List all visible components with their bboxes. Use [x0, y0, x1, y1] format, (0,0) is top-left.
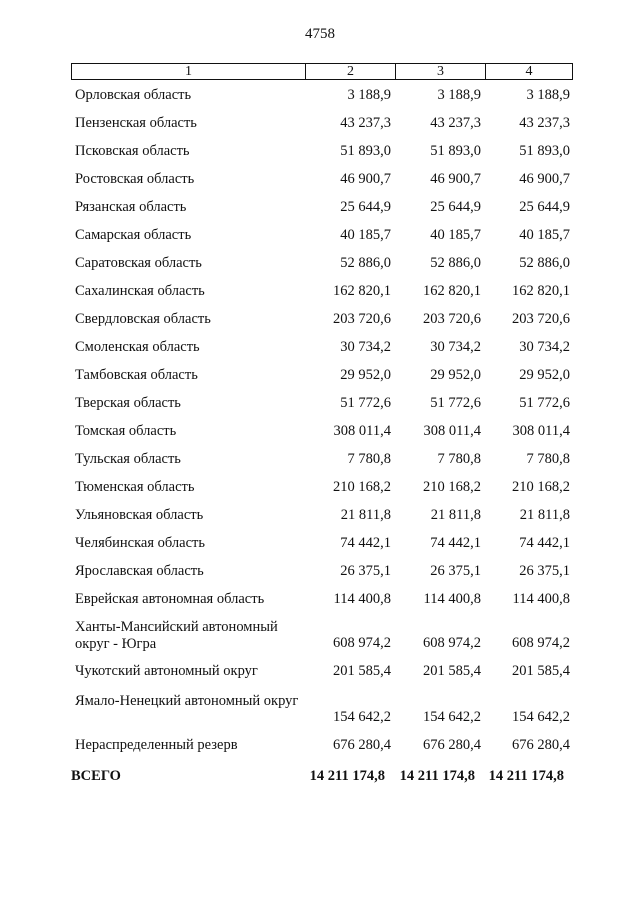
page-number: 4758	[305, 26, 335, 42]
value-col-2: 203 720,6	[333, 311, 391, 327]
value-col-2: 74 442,1	[340, 535, 391, 551]
value-col-3: 40 185,7	[430, 227, 481, 243]
total-label: ВСЕГО	[71, 768, 121, 784]
value-col-4: 21 811,8	[519, 507, 570, 523]
region-name: Рязанская область	[75, 199, 187, 215]
value-col-3: 25 644,9	[430, 199, 481, 215]
value-col-4: 162 820,1	[512, 283, 570, 299]
value-col-3: 52 886,0	[430, 255, 481, 271]
region-name: Саратовская область	[75, 255, 202, 271]
value-col-3: 51 772,6	[430, 395, 481, 411]
value-col-4: 46 900,7	[519, 171, 570, 187]
value-col-2: 7 780,8	[347, 451, 391, 467]
value-col-3: 51 893,0	[430, 143, 481, 159]
value-col-2: 51 893,0	[340, 143, 391, 159]
value-col-2: 46 900,7	[340, 171, 391, 187]
value-col-4: 29 952,0	[519, 367, 570, 383]
region-name: Орловская область	[75, 87, 192, 103]
region-name: Ханты-Мансийский автономный округ - Югра	[75, 619, 278, 652]
value-col-3: 21 811,8	[430, 507, 481, 523]
value-col-4: 74 442,1	[519, 535, 570, 551]
value-col-2: 308 011,4	[333, 423, 391, 439]
value-col-3: 608 974,2	[423, 635, 481, 651]
value-col-2: 162 820,1	[333, 283, 391, 299]
value-col-4: 52 886,0	[519, 255, 570, 271]
value-col-2: 3 188,9	[347, 87, 391, 103]
value-col-4: 7 780,8	[526, 451, 570, 467]
total-col-2: 14 211 174,8	[309, 768, 385, 784]
region-name: Тамбовская область	[75, 367, 198, 383]
value-col-2: 210 168,2	[333, 479, 391, 495]
region-name: Смоленская область	[75, 339, 200, 355]
value-col-3: 46 900,7	[430, 171, 481, 187]
header-col-3: 3	[395, 64, 485, 79]
region-name: Челябинская область	[75, 535, 205, 551]
value-col-2: 29 952,0	[340, 367, 391, 383]
value-col-4: 40 185,7	[519, 227, 570, 243]
value-col-3: 43 237,3	[430, 115, 481, 131]
header-col-2: 2	[305, 64, 395, 79]
value-col-2: 43 237,3	[340, 115, 391, 131]
value-col-4: 3 188,9	[526, 87, 570, 103]
value-col-4: 26 375,1	[519, 563, 570, 579]
value-col-2: 114 400,8	[333, 591, 391, 607]
value-col-3: 30 734,2	[430, 339, 481, 355]
region-name: Самарская область	[75, 227, 192, 243]
value-col-2: 51 772,6	[340, 395, 391, 411]
region-name: Тверская область	[75, 395, 181, 411]
value-col-4: 203 720,6	[512, 311, 570, 327]
region-name: Ульяновская область	[75, 507, 204, 523]
region-name: Тульская область	[75, 451, 181, 467]
value-col-4: 43 237,3	[519, 115, 570, 131]
value-col-3: 162 820,1	[423, 283, 481, 299]
value-col-2: 26 375,1	[340, 563, 391, 579]
region-name: Псковская область	[75, 143, 190, 159]
value-col-4: 210 168,2	[512, 479, 570, 495]
value-col-4: 308 011,4	[512, 423, 570, 439]
value-col-2: 25 644,9	[340, 199, 391, 215]
value-col-4: 676 280,4	[512, 737, 570, 753]
region-name: Сахалинская область	[75, 283, 205, 299]
value-col-2: 40 185,7	[340, 227, 391, 243]
region-name: Ярославская область	[75, 563, 204, 579]
header-col-1: 1	[185, 64, 192, 79]
value-col-3: 676 280,4	[423, 737, 481, 753]
value-col-3: 74 442,1	[430, 535, 481, 551]
value-col-3: 114 400,8	[423, 591, 481, 607]
table-header	[71, 63, 573, 80]
value-col-2: 154 642,2	[333, 709, 391, 725]
region-name: Ямало-Ненецкий автономный округ	[75, 693, 299, 709]
region-name: Ростовская область	[75, 171, 195, 187]
region-name: Пензенская область	[75, 115, 197, 131]
value-col-4: 51 893,0	[519, 143, 570, 159]
value-col-2: 676 280,4	[333, 737, 391, 753]
region-name: Свердловская область	[75, 311, 211, 327]
value-col-3: 26 375,1	[430, 563, 481, 579]
value-col-3: 29 952,0	[430, 367, 481, 383]
value-col-2: 30 734,2	[340, 339, 391, 355]
value-col-3: 154 642,2	[423, 709, 481, 725]
value-col-4: 30 734,2	[519, 339, 570, 355]
value-col-4: 51 772,6	[519, 395, 570, 411]
value-col-3: 203 720,6	[423, 311, 481, 327]
value-col-3: 210 168,2	[423, 479, 481, 495]
value-col-2: 201 585,4	[333, 663, 391, 679]
value-col-2: 608 974,2	[333, 635, 391, 651]
value-col-4: 201 585,4	[512, 663, 570, 679]
region-name: Нераспределенный резерв	[75, 737, 238, 753]
region-name: Чукотский автономный округ	[75, 663, 258, 679]
value-col-4: 154 642,2	[512, 709, 570, 725]
total-col-3: 14 211 174,8	[399, 768, 475, 784]
value-col-4: 114 400,8	[512, 591, 570, 607]
region-name: Томская область	[75, 423, 177, 439]
value-col-4: 25 644,9	[519, 199, 570, 215]
region-name: Тюменская область	[75, 479, 195, 495]
value-col-2: 52 886,0	[340, 255, 391, 271]
value-col-3: 201 585,4	[423, 663, 481, 679]
value-col-4: 608 974,2	[512, 635, 570, 651]
value-col-3: 7 780,8	[437, 451, 481, 467]
region-name: Еврейская автономная область	[75, 591, 265, 607]
total-col-4: 14 211 174,8	[488, 768, 564, 784]
header-col-4: 4	[485, 64, 572, 79]
value-col-3: 3 188,9	[437, 87, 481, 103]
value-col-3: 308 011,4	[423, 423, 481, 439]
value-col-2: 21 811,8	[340, 507, 391, 523]
